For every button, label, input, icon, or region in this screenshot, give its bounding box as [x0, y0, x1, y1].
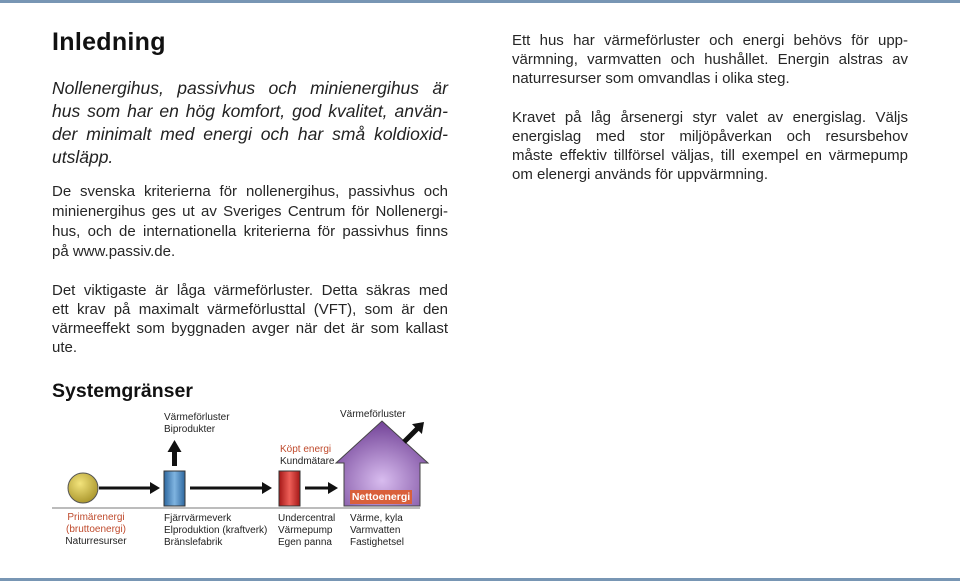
criteria-line: på www.passiv.de. [52, 243, 176, 260]
lead-line: utsläpp. [52, 147, 114, 167]
building-loss-arrow [404, 422, 424, 442]
energy-supply-line: naturresurser som omvandlas i olika steg. [512, 70, 790, 87]
primary-energy-labels [51, 512, 141, 548]
purchased-caption-line: Undercentral [278, 513, 336, 524]
heat-loss-line: ett krav på maximalt värmeförlusttal (VFT), som är den [52, 301, 448, 318]
bottom-border-rule [0, 578, 960, 581]
energy-choice-line: om elenergi används för uppvärmning. [512, 166, 768, 183]
building-caption-line: Värme, kyla [350, 513, 403, 524]
building-caption-line: Fastighetsel [350, 537, 404, 548]
energy-choice-line: Kravet på låg årsenergi styr valet av energislag. Väljs [512, 109, 908, 126]
net-energy-label: Nettoenergi [351, 491, 411, 503]
purchased-energy-caption [278, 513, 335, 549]
criteria-line: minienergihus ges ut av Sveriges Centrum för Nollenergi- [52, 203, 448, 220]
lead-line: Nollenergihus, passivhus och minienergihus är [52, 78, 448, 98]
conversion-output-label: Värmeförluster [164, 412, 230, 423]
energy-supply-line: värmning, varmvatten och hushållet. Energin alstras av [512, 51, 908, 68]
primary-energy-circle [68, 473, 98, 503]
building-output-label: Värmeförluster [340, 409, 406, 420]
section-heading-system-boundaries: Systemgränser [52, 380, 193, 402]
lead-line: der minimalt med energi och har små koldioxid- [52, 124, 448, 144]
primary-energy-caption: Naturresurser [65, 536, 127, 547]
heat-loss-line: ute. [52, 339, 78, 356]
primary-energy-title: Primärenergi [67, 512, 125, 523]
lead-line: hus som har en hög komfort, god kvalitet, använ- [52, 101, 448, 121]
purchased-energy-subtitle: Kundmätare [280, 456, 335, 467]
primary-energy-subtitle: (bruttoenergi) [65, 524, 127, 535]
purchased-caption-line: Värmepump [278, 525, 333, 536]
plant-loss-arrow [168, 440, 182, 466]
heat-loss-line: värmeeffekt som byggnaden avger när det är som kallast [52, 320, 448, 337]
criteria-line: hus, och de internationella kriterierna för passivhus finns [52, 223, 448, 240]
purchased-energy-labels [280, 444, 334, 468]
flow-arrow-to-building [305, 482, 338, 494]
conversion-caption-line: Elproduktion (kraftverk) [164, 525, 268, 536]
flow-arrow-to-meter [190, 482, 272, 494]
section-heading-intro: Inledning [52, 28, 166, 56]
conversion-output-label: Biprodukter [164, 424, 216, 435]
conversion-output-labels [164, 412, 230, 436]
conversion-caption-line: Bränslefabrik [164, 537, 223, 548]
criteria-line: De svenska kriterierna för nollenergihus, passivhus och [52, 183, 448, 200]
conversion-caption [164, 513, 267, 549]
flow-arrow-to-plant [99, 482, 160, 494]
purchased-caption-line: Egen panna [278, 537, 332, 548]
conversion-caption-line: Fjärrvärmeverk [164, 513, 232, 524]
heat-loss-line: Det viktigaste är låga värmeförluster. Detta säkras med [52, 282, 448, 299]
energy-choice-line: energislag med stor miljöpåverkan och resursbehov [512, 128, 908, 145]
energy-supply-line: Ett hus har värmeförluster och energi behövs för upp- [512, 32, 908, 49]
building-caption-line: Varmvatten [350, 525, 401, 536]
conversion-plant-box [164, 471, 185, 506]
purchased-energy-box [279, 471, 300, 506]
purchased-energy-title: Köpt energi [280, 444, 332, 455]
building-caption [350, 513, 404, 549]
energy-choice-line: måste effektiv tillförsel väljas, till exempel en värmepump [512, 147, 908, 164]
